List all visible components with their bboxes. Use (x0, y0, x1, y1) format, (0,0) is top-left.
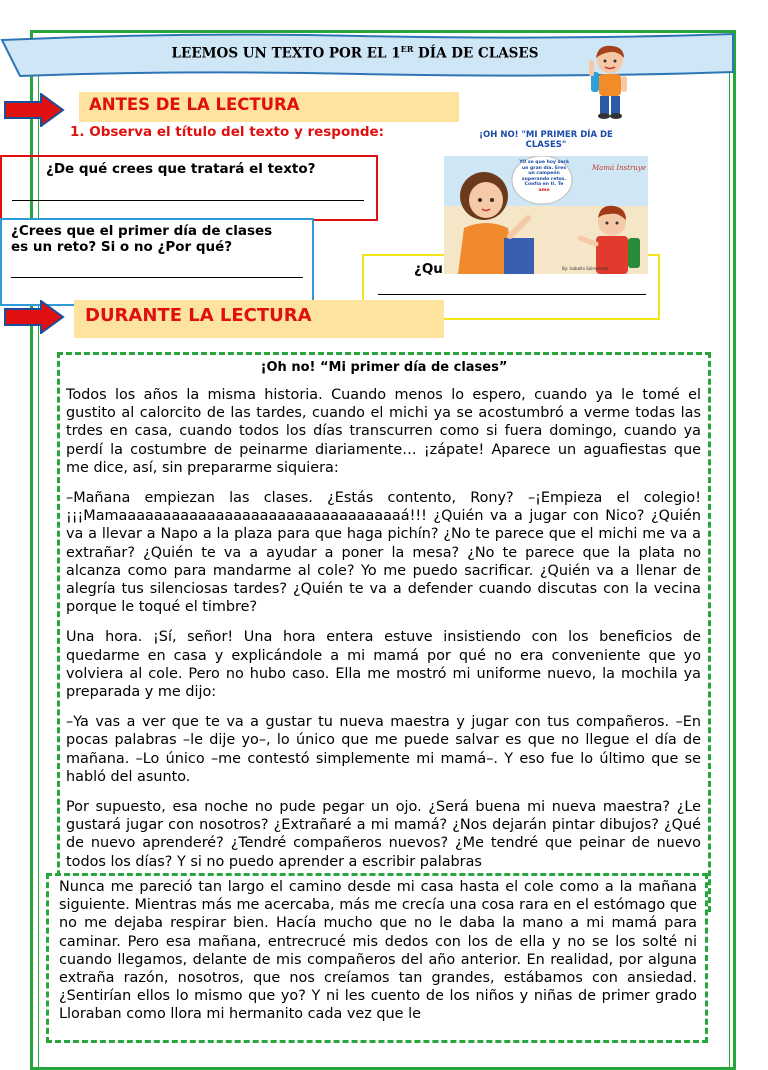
arrow-icon (3, 93, 65, 127)
question-3: ¿Qu (414, 261, 443, 277)
answer-line-1[interactable] (12, 200, 364, 201)
story-paragraph: Nunca me pareció tan largo el camino desde mi casa hasta el cole como a la mañana siguiente. Mientras más me acercaba, más me crecía una cosa rara en el estómago que no me dejaba respirar bien. Hacía mucho que no le daba la mano a mi mamá para caminar. Pero esa mañana, entrecrucé mis dedos con los de ella y no se los solté ni cuando llegamos, delante de mis compañeros del año anterior. En realidad, por alguna extraña razón, nosotros, que nos creíamos tan grandes, estábamos con ansiedad. ¿Sentirían ellos lo mismo que yo? Y ni les cuento de los niños y niñas de primer grado Lloraban como llora mi hermanito cada vez que le (59, 879, 697, 1023)
answer-line-3[interactable] (378, 294, 646, 295)
story-paragraph: –Mañana empiezan las clases. ¿Estás contento, Rony? –¡Empieza el colegio! ¡¡¡Mamaaaaaaaaaaaaaaaaaaaaaaaaaaaaaaaaá!!! ¿Quién va a jugar con Nico? ¿Quién va a llevar a Napo a la plaza para que haga pichín? ¿No te parece que el michi me va a extrañar? ¿Quién te va a ayudar a poner la mesa? ¿No te parece que la plata no alcanza como para mandarme al cole? Yo me puedo sacrificar. ¿Quién va a llenar de alegría tus silenciosas tardes? ¿Quién te va a defender cuando discutas con la vecina porque le toqué el timbre? (66, 490, 701, 616)
story-title: ¡Oh no! “Mi primer día de clases” (260, 360, 508, 375)
instruction-text: 1. Observa el título del texto y responde: (70, 124, 385, 140)
section-heading-durante: DURANTE LA LECTURA (74, 300, 444, 338)
student-illustration (586, 42, 634, 122)
answer-line-2[interactable] (11, 277, 303, 278)
story-paragraph: Por supuesto, esa noche no pude pegar un ojo. ¿Será buena mi nueva maestra? ¿Le gustará jugar con nosotros? ¿Extrañaré a mi mamá? ¿Nos dejarán pintar dibujos? ¿Qué de nuevo aprenderé? ¿Tendré compañeros nuevos? ¿Me tendré que peinar de nuevo todos los días? Y si no puedo aprender a escribir palabras (66, 799, 701, 870)
arrow-icon (3, 300, 65, 334)
question-2: ¿Crees que el primer día de clases es un reto? Si o no ¿Por qué? (11, 223, 273, 255)
speech-bubble-text: YO se que hoy será un gran día. Eres un campeón superando retos. Confía en ti. Te amo (519, 160, 569, 193)
question-box-2 (0, 218, 314, 306)
story-paragraph: Una hora. ¡Sí, señor! Una hora entera estuve insistiendo con los beneficios de quedarme en casa y explicándole a mi mamá por qué no era conveniente que yo volviera al cole. Pero no hubo caso. Ella me mostró mi uniforme nuevo, la mochila ya preparada y me dijo: (66, 629, 701, 701)
story-paragraph: –Ya vas a ver que te va a gustar tu nueva maestra y jugar con tus compañeros. –En pocas palabras –le dije yo–, lo único que me puede salvar es que no llegue el día de mañana. –Lo único –me contestó simplemente mi mamá–. Y eso fue lo último que se habló del asunto. (66, 714, 701, 785)
story-paragraph: Todos los años la misma historia. Cuando menos lo espero, cuando ya le tomé el gustito al calorcito de las tardes, cuando el michi ya se acostumbró a verme todas las trdes en casa, cuando todos los días transcurren como si fuera domingo, cuando ya perdí la costumbre de peinarme diariamente… ¡zápate! Aparece un aguafiestas que me dice, así, sin prepararme siquiera: (66, 387, 701, 476)
section-heading-antes: ANTES DE LA LECTURA (79, 92, 459, 122)
book-cover (444, 126, 648, 274)
reading-box-continued (46, 873, 708, 1043)
cover-brand: Mamá Instruye (592, 164, 647, 172)
cover-title: ¡OH NO! "MI PRIMER DÍA DE CLASES" (479, 130, 613, 150)
question-box-1 (0, 155, 378, 221)
cover-credit: By: Isabella Salmonelly (562, 266, 609, 271)
question-1: ¿De qué crees que tratará el texto? (46, 161, 316, 177)
page-title: LEEMOS UN TEXTO POR EL 1ER DÍA DE CLASES (171, 44, 539, 62)
story-body (66, 386, 701, 870)
